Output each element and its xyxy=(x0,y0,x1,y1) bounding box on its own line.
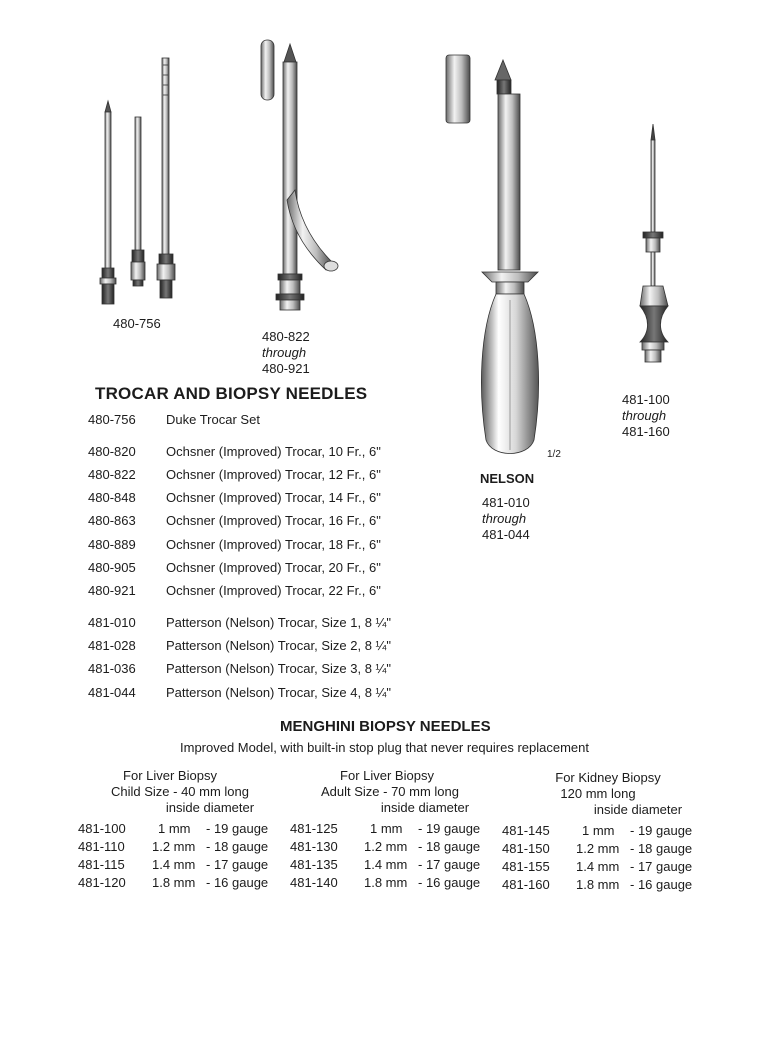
item-code: 480-848 xyxy=(88,490,136,505)
item-code: 481-010 xyxy=(88,615,136,630)
column-heading: inside diameter xyxy=(380,800,470,815)
item-description: Duke Trocar Set xyxy=(166,412,260,427)
column-heading: For Liver Biopsy xyxy=(123,768,217,783)
nelson-code-from-label: 481-010 xyxy=(482,495,530,510)
ochsner-code-to-label: 480-921 xyxy=(262,361,310,376)
row-code: 481-115 xyxy=(78,857,125,872)
item-description: Ochsner (Improved) Trocar, 22 Fr., 6" xyxy=(166,583,381,598)
trocar-section-title: TROCAR AND BIOPSY NEEDLES xyxy=(95,384,368,403)
ochsner-code-from-label: 480-822 xyxy=(262,329,310,344)
row-size: 1 mm xyxy=(370,821,403,836)
item-description: Ochsner (Improved) Trocar, 12 Fr., 6" xyxy=(166,467,381,482)
item-description: Patterson (Nelson) Trocar, Size 1, 8 ¼" xyxy=(166,615,391,630)
row-gauge: - 16 gauge xyxy=(630,877,693,892)
row-code: 481-135 xyxy=(290,857,338,872)
item-code: 480-822 xyxy=(88,467,136,482)
row-code: 481-125 xyxy=(290,821,338,836)
nelson-trocar-illustration xyxy=(446,55,539,454)
column-heading: inside diameter xyxy=(593,802,683,817)
item-description: Patterson (Nelson) Trocar, Size 3, 8 ¼" xyxy=(166,661,391,676)
row-size: 1.2 mm xyxy=(576,841,620,856)
item-description: Patterson (Nelson) Trocar, Size 2, 8 ¼" xyxy=(166,638,391,653)
duke-set-code-label: 480-756 xyxy=(113,316,161,331)
row-gauge: - 16 gauge xyxy=(418,875,481,890)
nelson-code-to-label: 481-044 xyxy=(482,527,530,542)
row-size: 1.4 mm xyxy=(152,857,196,872)
menghini-section-title: MENGHINI BIOPSY NEEDLES xyxy=(280,718,491,735)
row-size: 1.8 mm xyxy=(152,875,196,890)
ochsner-through-label: through xyxy=(262,345,307,360)
row-size: 1.4 mm xyxy=(576,859,620,874)
nelson-name-label: NELSON xyxy=(480,471,535,486)
item-code: 481-044 xyxy=(88,685,136,700)
duke-trocar-set-illustration xyxy=(100,58,175,304)
row-gauge: - 19 gauge xyxy=(206,821,269,836)
ochsner-trocar-illustration xyxy=(261,40,338,310)
row-gauge: - 18 gauge xyxy=(630,841,693,856)
item-description: Ochsner (Improved) Trocar, 20 Fr., 6" xyxy=(166,560,381,575)
row-gauge: - 18 gauge xyxy=(418,839,481,854)
item-code: 480-889 xyxy=(88,537,136,552)
menghini-through-label: through xyxy=(622,408,667,423)
row-code: 481-100 xyxy=(78,821,126,836)
menghini-code-from-label: 481-100 xyxy=(622,392,670,407)
row-code: 481-110 xyxy=(78,839,125,854)
row-code: 481-150 xyxy=(502,841,550,856)
row-code: 481-155 xyxy=(502,859,550,874)
column-heading: Child Size - 40 mm long xyxy=(111,784,249,799)
row-code: 481-145 xyxy=(502,823,550,838)
menghini-code-to-label: 481-160 xyxy=(622,424,670,439)
row-size: 1 mm xyxy=(158,821,191,836)
column-heading: For Kidney Biopsy xyxy=(555,770,661,785)
column-heading: inside diameter xyxy=(165,800,255,815)
column-heading: 120 mm long xyxy=(560,786,636,801)
nelson-through-label: through xyxy=(482,511,527,526)
item-code: 480-921 xyxy=(88,583,136,598)
row-code: 481-140 xyxy=(290,875,338,890)
row-gauge: - 19 gauge xyxy=(418,821,481,836)
item-description: Patterson (Nelson) Trocar, Size 4, 8 ¼" xyxy=(166,685,391,700)
item-description: Ochsner (Improved) Trocar, 10 Fr., 6" xyxy=(166,444,381,459)
row-gauge: - 18 gauge xyxy=(206,839,269,854)
item-code: 480-905 xyxy=(88,560,136,575)
row-size: 1.4 mm xyxy=(364,857,408,872)
row-size: 1.8 mm xyxy=(576,877,620,892)
item-description: Ochsner (Improved) Trocar, 14 Fr., 6" xyxy=(166,490,381,505)
row-size: 1 mm xyxy=(582,823,615,838)
row-gauge: - 17 gauge xyxy=(418,857,481,872)
menghini-subtitle: Improved Model, with built-in stop plug that never requires replacement xyxy=(180,740,589,755)
item-description: Ochsner (Improved) Trocar, 18 Fr., 6" xyxy=(166,537,381,552)
item-code: 480-863 xyxy=(88,513,136,528)
row-code: 481-130 xyxy=(290,839,338,854)
column-heading: Adult Size - 70 mm long xyxy=(320,784,459,799)
row-gauge: - 17 gauge xyxy=(206,857,269,872)
row-gauge: - 16 gauge xyxy=(206,875,269,890)
row-size: 1.2 mm xyxy=(364,839,408,854)
row-size: 1.8 mm xyxy=(364,875,408,890)
nelson-scale-label: 1/2 xyxy=(547,449,561,460)
item-code: 480-756 xyxy=(88,412,136,427)
item-code: 481-028 xyxy=(88,638,136,653)
column-heading: For Liver Biopsy xyxy=(340,768,434,783)
row-code: 481-160 xyxy=(502,877,550,892)
row-size: 1.2 mm xyxy=(152,839,196,854)
menghini-needle-illustration xyxy=(640,124,668,362)
row-code: 481-120 xyxy=(78,875,126,890)
item-code: 480-820 xyxy=(88,444,136,459)
item-description: Ochsner (Improved) Trocar, 16 Fr., 6" xyxy=(166,513,381,528)
row-gauge: - 17 gauge xyxy=(630,859,693,874)
item-code: 481-036 xyxy=(88,661,136,676)
row-gauge: - 19 gauge xyxy=(630,823,693,838)
